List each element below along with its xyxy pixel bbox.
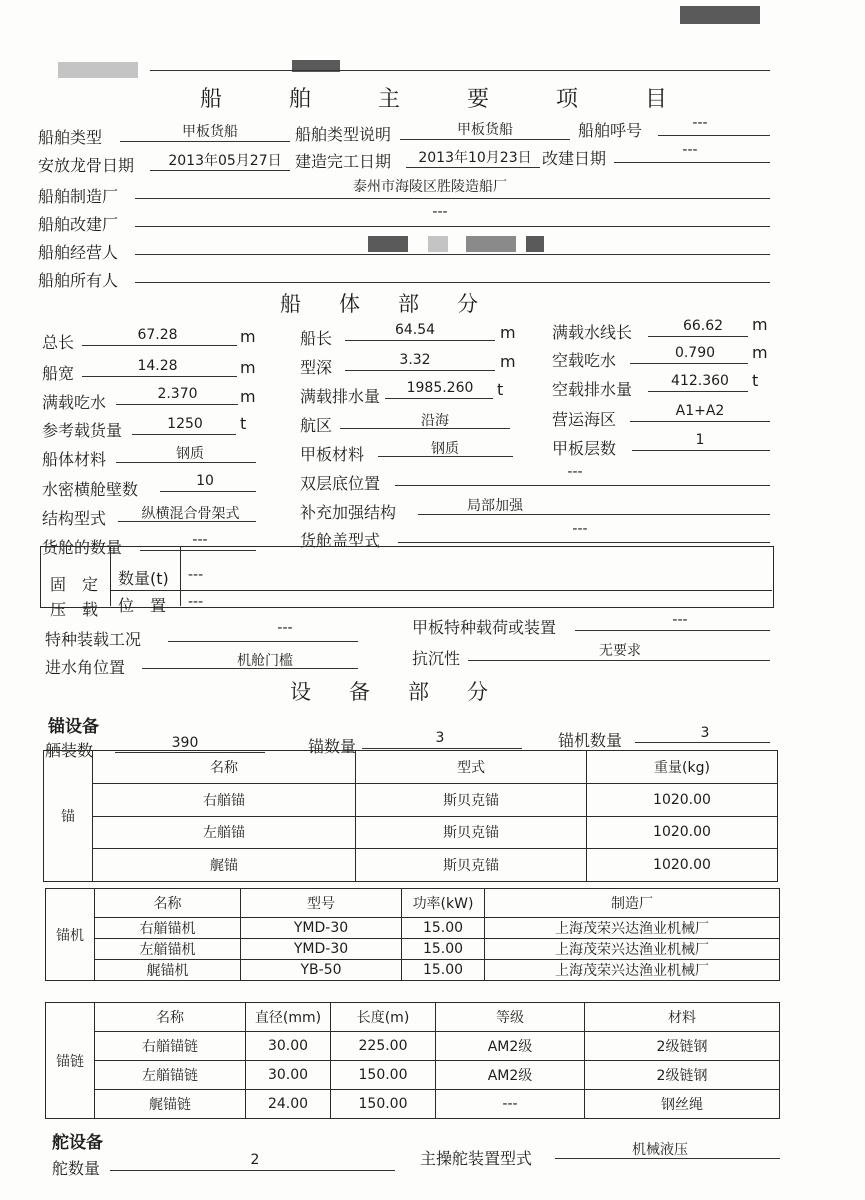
- sink-label: 抗沉性: [412, 649, 461, 668]
- chain-header: 直径(mm): [246, 1003, 331, 1032]
- equipment-section-title: 设备部分: [290, 680, 526, 704]
- beam-value: 14.28: [137, 358, 178, 374]
- chain-length: 225.00: [331, 1032, 436, 1061]
- call-sign-label: 船舶呼号: [578, 121, 643, 140]
- table-row: [44, 849, 778, 882]
- flood-label: 进水角位置: [45, 658, 126, 677]
- lwl-value: 66.62: [682, 318, 724, 334]
- reinforce-label: 补充加强结构: [300, 503, 397, 522]
- anchor-table: [43, 750, 778, 882]
- builder-label: 船舶制造厂: [38, 187, 119, 206]
- windlass-header: 型号: [241, 889, 402, 918]
- beam-label: 船宽: [42, 364, 75, 383]
- anchor-count-value: 3: [435, 730, 445, 746]
- double-bottom-label: 双层底位置: [300, 474, 381, 493]
- windlass-model: YMD-30: [241, 918, 402, 939]
- chain-name: 右艏锚链: [95, 1032, 246, 1061]
- chain-material: 2级链钢: [585, 1032, 780, 1061]
- ballast-pos-label: 位 置: [118, 596, 167, 615]
- call-sign-value: ---: [692, 115, 708, 131]
- chain-header: 长度(m): [331, 1003, 436, 1032]
- structure-value: 纵横混合骨架式: [141, 506, 240, 522]
- depth-value: 3.32: [399, 352, 431, 368]
- keel-date-value: 2013年05月27日: [168, 153, 282, 169]
- windlass-model: YB-50: [241, 960, 402, 981]
- chain-grade: ---: [436, 1090, 585, 1119]
- deck-special-label: 甲板特种载荷或装置: [412, 618, 557, 637]
- special-cond-label: 特种装载工况: [45, 630, 142, 649]
- redacted-operator: [466, 236, 516, 252]
- sea-area-label: 营运海区: [552, 410, 617, 429]
- keel-date-label: 安放龙骨日期: [38, 156, 135, 175]
- anchor-type: 斯贝克锚: [356, 783, 587, 816]
- steering-label: 主操舵装置型式: [420, 1149, 533, 1168]
- table-row: [44, 783, 778, 816]
- redacted-operator: [526, 236, 544, 252]
- chain-diameter: 30.00: [246, 1032, 331, 1061]
- type-desc-label: 船舶类型说明: [295, 125, 392, 144]
- loa-unit: m: [240, 327, 256, 346]
- chain-diameter: 30.00: [246, 1061, 331, 1090]
- full-disp-value: 1985.260: [406, 380, 474, 396]
- structure-label: 结构型式: [42, 509, 107, 528]
- area-label: 航区: [300, 416, 333, 435]
- light-disp-label: 空载排水量: [552, 380, 633, 399]
- lwl-label: 满载水线长: [552, 323, 633, 342]
- windlass-maker: 上海茂荣兴达渔业机械厂: [485, 960, 780, 981]
- windlass-model: YMD-30: [241, 939, 402, 960]
- cargo-unit: t: [240, 414, 247, 433]
- full-draft-unit: m: [240, 387, 256, 406]
- area-value: 沿海: [421, 413, 449, 429]
- windlass-count-value: 3: [700, 725, 710, 741]
- chain-grade: AM2级: [436, 1032, 585, 1061]
- deck-material-label: 甲板材料: [300, 445, 365, 464]
- chain-diameter: 24.00: [246, 1090, 331, 1119]
- full-draft-value: 2.370: [157, 386, 198, 402]
- numeral-label: 舾装数: [45, 741, 94, 760]
- anchor-header: 重量(kg): [587, 751, 778, 784]
- numeral-value: 390: [171, 735, 199, 751]
- light-draft-label: 空载吃水: [552, 351, 617, 370]
- sink-value: 无要求: [599, 643, 641, 659]
- windlass-name: 艉锚机: [95, 960, 241, 981]
- anchor-weight: 1020.00: [587, 783, 778, 816]
- table-row: [46, 1090, 780, 1119]
- redacted-operator: [428, 236, 448, 252]
- windlass-header: 制造厂: [485, 889, 780, 918]
- operator-label: 船舶经营人: [38, 243, 119, 262]
- ballast-label-load: 压 载: [50, 600, 99, 619]
- lwl-unit: m: [752, 315, 768, 334]
- loa-value: 67.28: [137, 327, 178, 343]
- built-date-label: 建造完工日期: [295, 152, 392, 171]
- lbp-unit: m: [500, 323, 516, 342]
- chain-table: [45, 1002, 780, 1119]
- anchor-name: 右艏锚: [93, 783, 356, 816]
- ballast-label-fixed: 固 定: [50, 575, 99, 594]
- anchor-equipment-title: 锚设备: [48, 717, 99, 737]
- hatch-label: 货舱盖型式: [300, 531, 381, 550]
- anchor-type: 斯贝克锚: [356, 816, 587, 849]
- anchor-header: 名称: [93, 751, 356, 784]
- cargo-value: 1250: [167, 416, 203, 432]
- anchor-table-side: 锚: [44, 751, 93, 882]
- table-row: [46, 1032, 780, 1061]
- redacted-mark: [58, 62, 138, 78]
- ballast-qty-value: ---: [188, 567, 204, 583]
- depth-label: 型深: [300, 358, 333, 377]
- full-disp-label: 满载排水量: [300, 387, 381, 406]
- beam-unit: m: [240, 358, 256, 377]
- chain-header: 名称: [95, 1003, 246, 1032]
- redacted-mark: [680, 6, 760, 24]
- windlass-header: 功率(kW): [402, 889, 485, 918]
- cargo-label: 参考载货量: [42, 421, 123, 440]
- chain-header: 等级: [436, 1003, 585, 1032]
- hull-material-value: 钢质: [176, 446, 204, 462]
- reinforce-value: 局部加强: [467, 498, 523, 514]
- chain-material: 钢丝绳: [585, 1090, 780, 1119]
- owner-label: 船舶所有人: [38, 271, 119, 290]
- light-disp-unit: t: [752, 371, 759, 390]
- deck-layers-value: 1: [695, 432, 705, 448]
- chain-grade: AM2级: [436, 1061, 585, 1090]
- light-disp-value: 412.360: [671, 373, 729, 389]
- steering-value: 机械液压: [632, 1142, 688, 1158]
- windlass-count-label: 锚机数量: [558, 731, 623, 750]
- anchor-weight: 1020.00: [587, 849, 778, 882]
- hatch-value: ---: [572, 521, 588, 537]
- chain-name: 左艏锚链: [95, 1061, 246, 1090]
- rudder-equipment-title: 舵设备: [52, 1133, 103, 1153]
- anchor-header: 型式: [356, 751, 587, 784]
- table-row: [46, 1061, 780, 1090]
- deck-special-value: ---: [672, 612, 688, 628]
- table-row: [46, 918, 780, 939]
- light-draft-value: 0.790: [674, 345, 716, 361]
- hull-section-title: 船体部分: [280, 292, 516, 316]
- anchor-name: 艉锚: [93, 849, 356, 882]
- document-title: 船 舶 主 要 项 目: [200, 87, 697, 112]
- windlass-table-side: 锚机: [46, 889, 95, 981]
- windlass-table: [45, 888, 780, 981]
- rudder-count-value: 2: [250, 1152, 260, 1168]
- depth-unit: m: [500, 352, 516, 371]
- holds-label: 货舱的数量: [42, 538, 123, 557]
- flood-value: 机舱门槛: [237, 653, 293, 669]
- lbp-value: 64.54: [394, 322, 436, 338]
- table-row: [46, 939, 780, 960]
- full-disp-unit: t: [497, 380, 504, 399]
- rebuilt-date-label: 改建日期: [542, 149, 607, 168]
- type-desc-value: 甲板货船: [457, 122, 513, 138]
- rebuilder-label: 船舶改建厂: [38, 215, 119, 234]
- chain-name: 艉锚链: [95, 1090, 246, 1119]
- deck-layers-label: 甲板层数: [552, 439, 617, 458]
- chain-header: 材料: [585, 1003, 780, 1032]
- windlass-header: 名称: [95, 889, 241, 918]
- bulkheads-label: 水密横舱壁数: [42, 480, 139, 499]
- rudder-count-label: 舵数量: [52, 1159, 101, 1178]
- windlass-power: 15.00: [402, 960, 485, 981]
- table-row: [46, 960, 780, 981]
- chain-table-side: 锚链: [46, 1003, 95, 1119]
- anchor-name: 左艏锚: [93, 816, 356, 849]
- special-cond-value: ---: [277, 620, 293, 636]
- windlass-power: 15.00: [402, 939, 485, 960]
- windlass-name: 右艏锚机: [95, 918, 241, 939]
- windlass-name: 左艏锚机: [95, 939, 241, 960]
- holds-value: ---: [192, 532, 208, 548]
- builder-value: 泰州市海陵区胜陵造船厂: [353, 179, 507, 195]
- ship-type-label: 船舶类型: [38, 128, 103, 147]
- sea-area-value: A1+A2: [675, 403, 725, 419]
- bulkheads-value: 10: [196, 473, 214, 489]
- ballast-pos-value: ---: [188, 594, 204, 610]
- rebuilder-value: ---: [432, 204, 448, 220]
- hull-material-label: 船体材料: [42, 450, 107, 469]
- loa-label: 总长: [42, 333, 75, 352]
- light-draft-unit: m: [752, 343, 768, 362]
- anchor-type: 斯贝克锚: [356, 849, 587, 882]
- redacted-operator: [368, 236, 408, 252]
- anchor-weight: 1020.00: [587, 816, 778, 849]
- built-date-value: 2013年10月23日: [418, 150, 532, 166]
- deck-material-value: 钢质: [431, 441, 459, 457]
- double-bottom-value: ---: [567, 464, 583, 480]
- anchor-count-label: 锚数量: [308, 737, 357, 756]
- table-row: [44, 816, 778, 849]
- lbp-label: 船长: [300, 329, 333, 348]
- full-draft-label: 满载吃水: [42, 393, 107, 412]
- ship-type-value: 甲板货船: [182, 124, 238, 140]
- rebuilt-date-value: ---: [682, 142, 698, 158]
- windlass-power: 15.00: [402, 918, 485, 939]
- chain-material: 2级链钢: [585, 1061, 780, 1090]
- windlass-maker: 上海茂荣兴达渔业机械厂: [485, 939, 780, 960]
- ballast-qty-label: 数量(t): [118, 569, 169, 588]
- chain-length: 150.00: [331, 1090, 436, 1119]
- windlass-maker: 上海茂荣兴达渔业机械厂: [485, 918, 780, 939]
- chain-length: 150.00: [331, 1061, 436, 1090]
